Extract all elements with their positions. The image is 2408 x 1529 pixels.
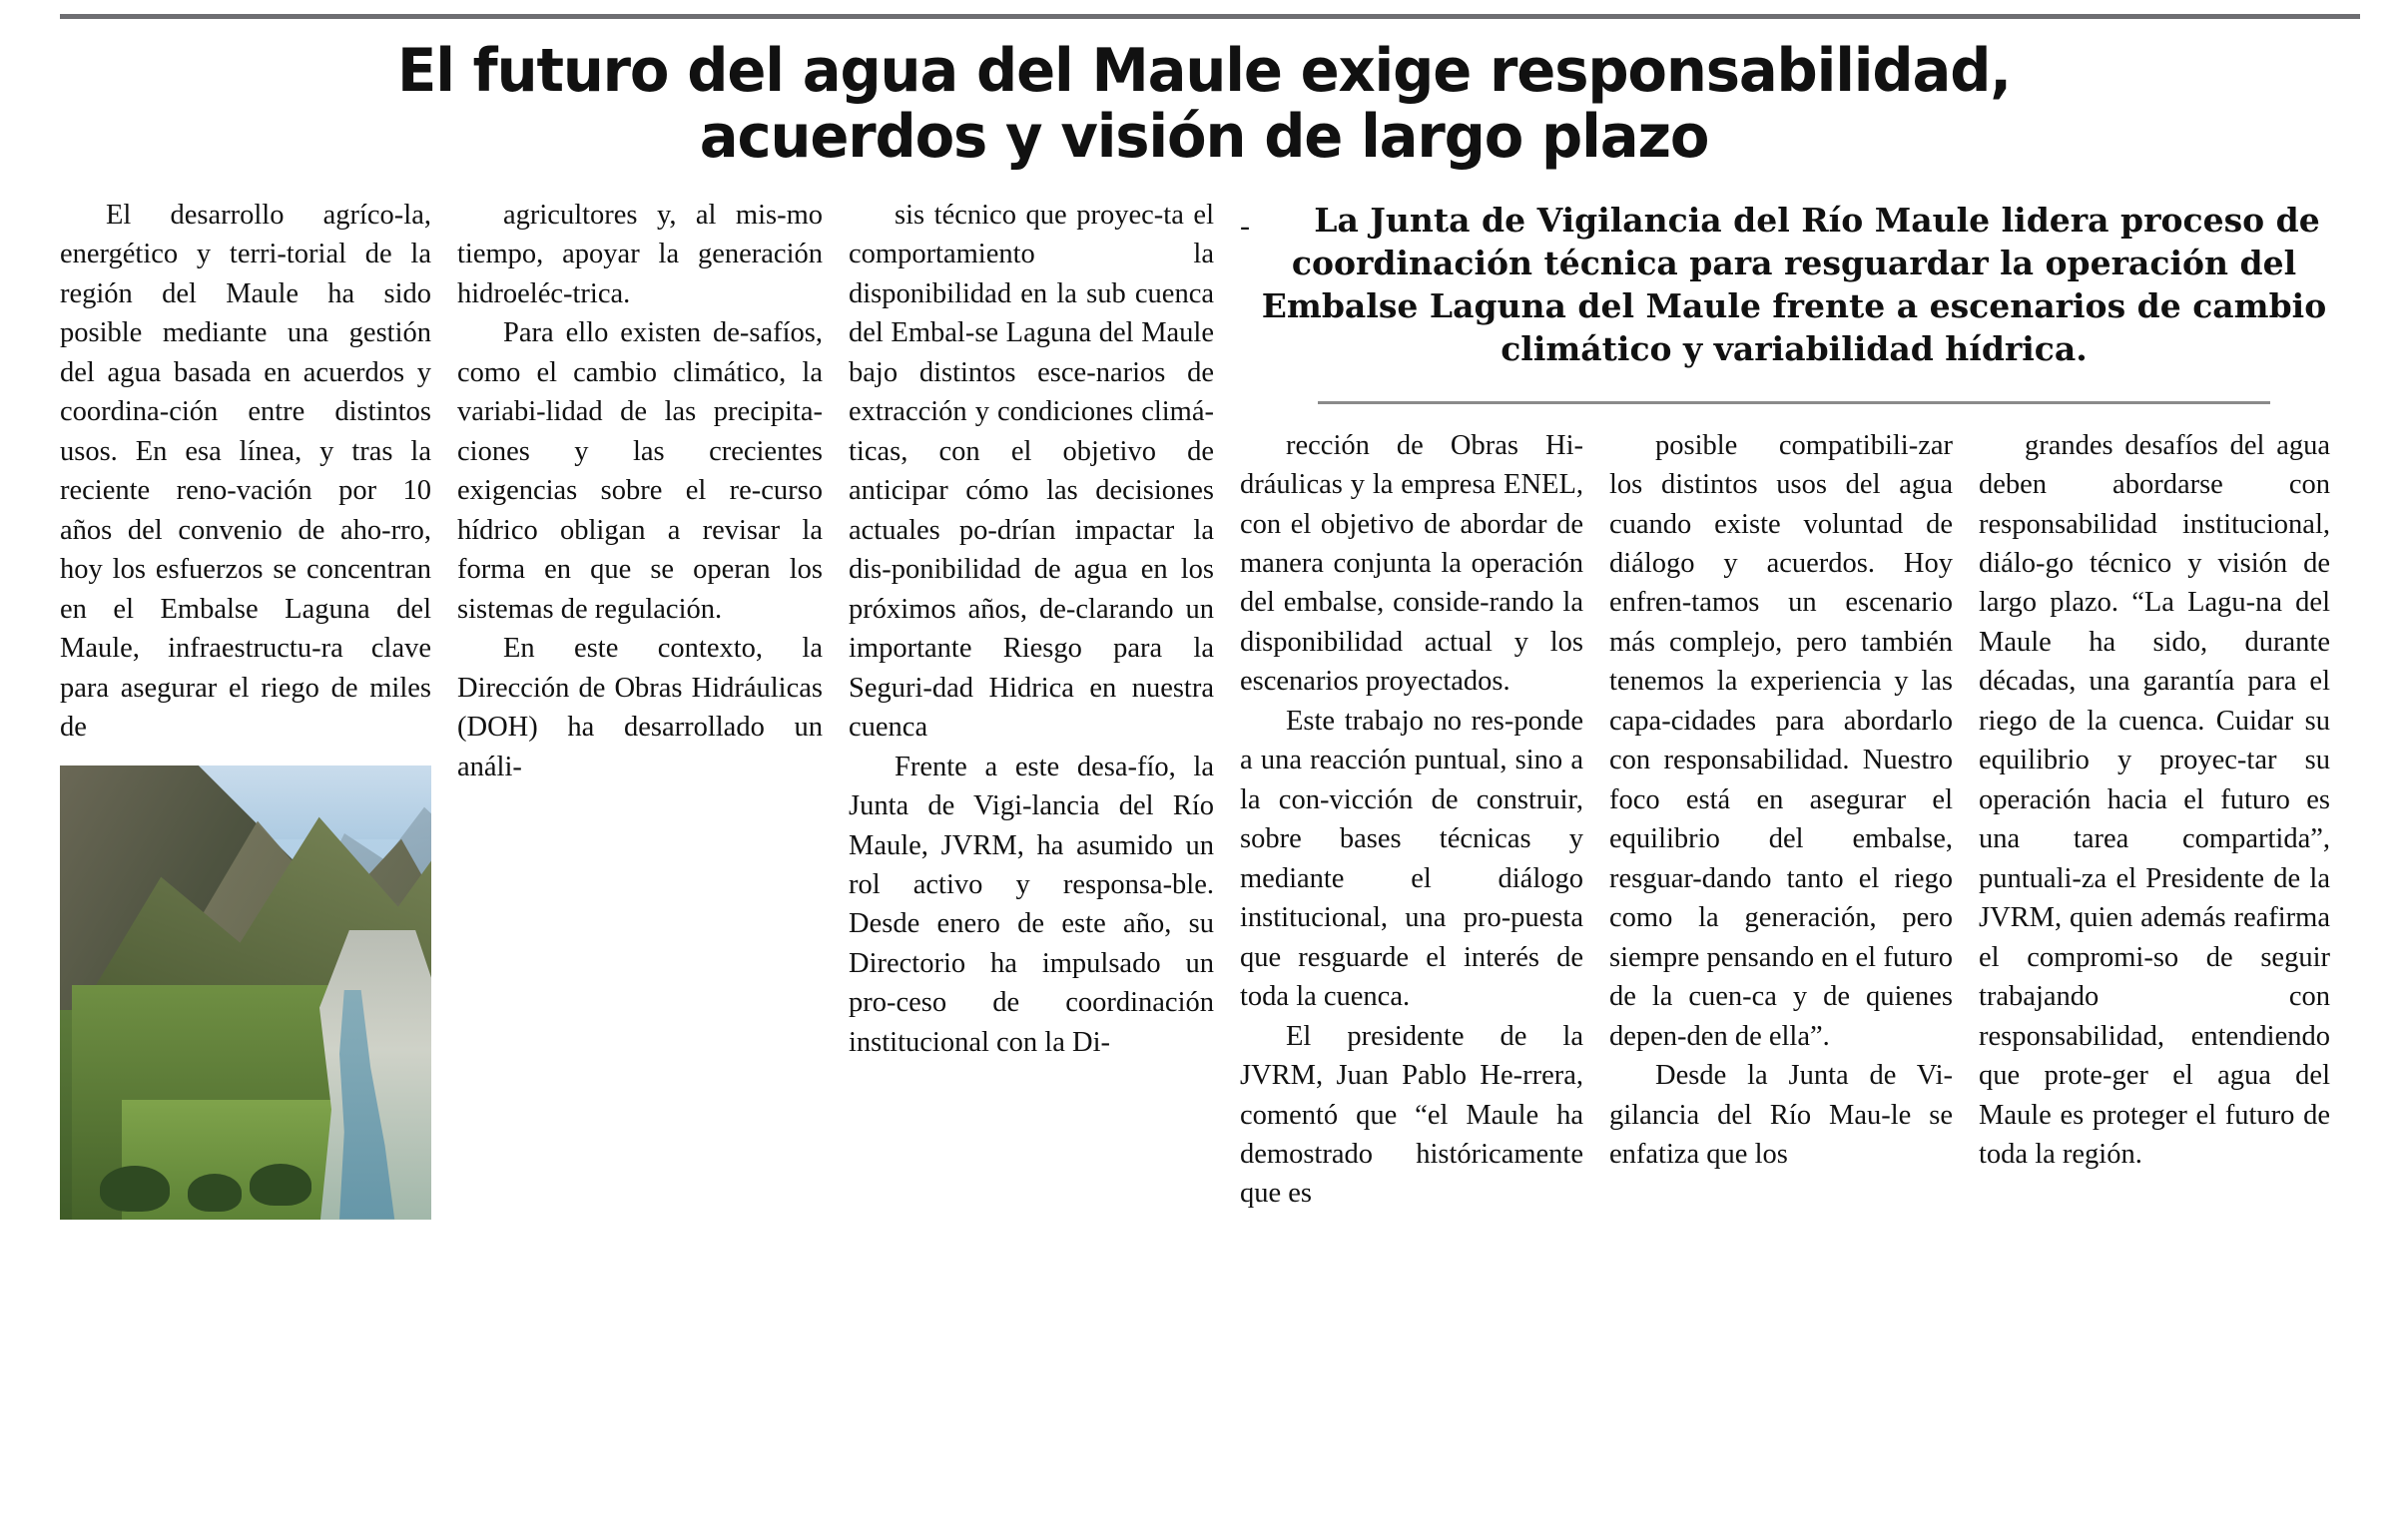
text-column-6 <box>1979 426 2330 1214</box>
photo-shrub <box>100 1166 170 1212</box>
text-column-2 <box>457 196 849 1220</box>
headline-line-1: El futuro del agua del Maule exige responsabilidad, <box>396 36 2012 106</box>
paragraph: En este contexto, la Dirección de Obras Hidráulicas (DOH) ha desarrollado un análi- <box>457 633 823 782</box>
lead-and-columns <box>1240 196 2348 1220</box>
paragraph: rección de Obras Hi-dráulicas y la empresa ENEL, con el objetivo de abordar de manera conjunta la operación del embalse, conside-rando la disponibilidad actual y los escenarios proyectados. <box>1240 429 1583 698</box>
paragraph: Desde la Junta de Vi-gilancia del Río Mau-le se enfatiza que los <box>1609 1060 1953 1170</box>
text-column-3 <box>849 196 1240 1220</box>
paragraph: sis técnico que proyec-ta el comportamiento la disponibilidad en la sub cuenca del Embal-se Laguna del Maule bajo distintos esce-narios de extracción y condiciones climá-ticas, con el objetivo de anticipar cómo las decisiones actuales po-drían impactar la dis-ponibilidad de agua en los próximos años, de-clarando un importante Riesgo para la Seguri-dad Hidrica en nuestra cuenca <box>849 200 1214 744</box>
paragraph: agricultores y, al mis-mo tiempo, apoyar la generación hidroeléc-trica. <box>457 200 823 309</box>
photo-shrub <box>188 1174 242 1212</box>
text-column-5 <box>1609 426 1979 1214</box>
article-body <box>60 196 2348 1220</box>
page-title <box>106 0 2302 170</box>
text-column-4 <box>1240 426 1609 1214</box>
lower-columns <box>1240 426 2348 1214</box>
photo-shrub <box>250 1164 311 1206</box>
lead-dash: - <box>1240 210 1250 243</box>
paragraph: Este trabajo no res-ponde a una reacción puntual, sino a la con-vicción de construir, sobre bases técnicas y mediante el diálogo institucional, una pro-puesta que resguarde el interés de toda la cuenca. <box>1240 705 1583 1013</box>
paragraph: El presidente de la JVRM, Juan Pablo He-rrera, comentó que “el Maule ha demostrado históricamente que es <box>1240 1020 1583 1210</box>
lead-paragraph: La Junta de Vigilancia del Río Maule lidera proceso de coordinación técnica para resguardar la operación del Embalse Laguna del Maule frente a escenarios de cambio climático y variabilidad hídrica. <box>1261 201 2327 368</box>
text-column-1 <box>60 196 457 1220</box>
paragraph: grandes desafíos del agua deben abordarse con responsabilidad institucional, diálo-go técnico y visión de largo plazo. “La Lagu-na del Maule ha sido, durante décadas, una garantía para el riego de la cuenca. Cuidar su equilibrio y proyec-tar su operación hacia el futuro es una tarea compartida”, puntuali-za el Presidente de la JVRM, quien además reafirma el compromi-so de seguir trabajando con responsabilidad, entendiendo que prote-ger el agua del Maule es proteger el futuro de toda la región. <box>1979 429 2330 1170</box>
paragraph: Para ello existen de-safíos, como el cambio climático, la variabi-lidad de las precipita-ciones y las crecientes exigencias sobre el re-curso hídrico obligan a revisar la forma en que se operan los sistemas de regulación. <box>457 317 823 625</box>
headline-line-2: acuerdos y visión de largo plazo <box>699 102 1709 172</box>
lead-block <box>1240 196 2348 371</box>
paragraph: posible compatibili-zar los distintos usos del agua cuando existe voluntad de diálogo y acuerdos. Hoy enfren-tamos un escenario más complejo, pero también tenemos la experiencia y las capa-cidades para abordarlo con responsabilidad. Nuestro foco está en asegurar el equilibrio del embalse, resguar-dando tanto el riego como la generación, pero siempre pensando en el futuro de la cuen-ca y de quienes depen-den de ella”. <box>1609 429 1953 1052</box>
article-photo <box>60 765 431 1220</box>
paragraph: El desarrollo agríco-la, energético y terri-torial de la región del Maule ha sido posible mediante una gestión del agua basada en acuerdos y coordina-ción entre distintos usos. En esa línea, y tras la reciente reno-vación por 10 años del convenio de aho-rro, hoy los esfuerzos se concentran en el Embalse Laguna del Maule, infraestructu-ra clave para asegurar el riego de miles de <box>60 200 431 744</box>
lead-separator-rule <box>1318 401 2271 404</box>
paragraph: Frente a este desa-fío, la Junta de Vigi-lancia del Río Maule, JVRM, ha asumido un rol activo y responsa-ble. Desde enero de este año, su Directorio ha impulsado un pro-ceso de coordinación institucional con la Di- <box>849 751 1214 1058</box>
